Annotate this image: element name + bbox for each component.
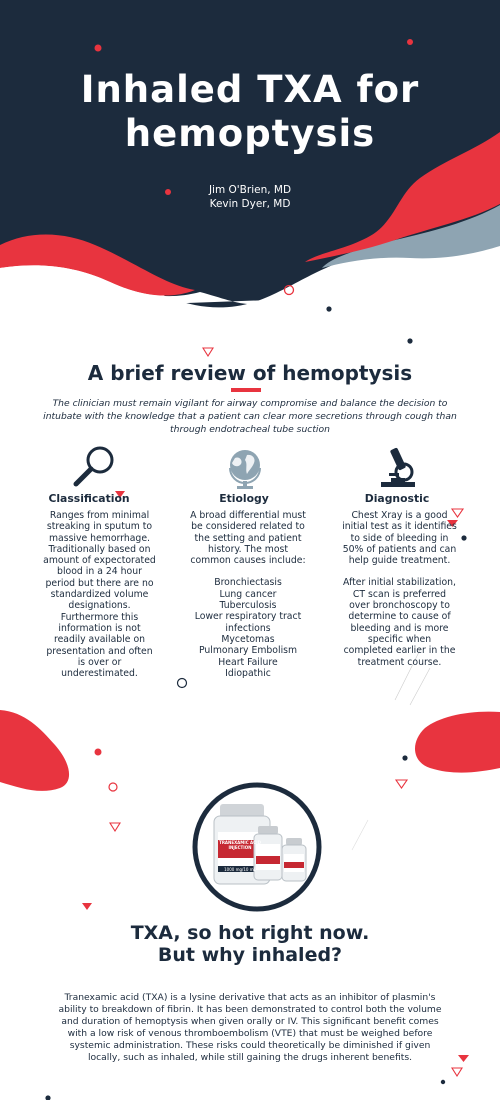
list-item: Pulmonary Embolism (198, 645, 298, 657)
dot (95, 45, 102, 52)
dot-ring (285, 286, 294, 295)
dot (402, 755, 407, 760)
microscope-icon (377, 446, 419, 490)
triangle-outline (110, 823, 120, 831)
triangle-outline (396, 780, 407, 788)
txa-title-line-1: TXA, so hot right now. (130, 922, 370, 944)
dot (326, 306, 331, 311)
dot (407, 39, 413, 45)
authors (0, 183, 500, 211)
magnifier-icon (70, 444, 122, 490)
deco-line (410, 668, 430, 705)
list-item: Idiopathic (225, 667, 271, 679)
globe-icon (223, 446, 269, 492)
title-underline (231, 388, 261, 392)
dot (461, 535, 466, 540)
dot (441, 1080, 445, 1084)
title-line-2: hemoptysis (124, 112, 376, 155)
author-2: Kevin Dyer, MD (209, 198, 291, 210)
left-red-blob (0, 710, 69, 791)
paragraph: After initial stabilization, CT scan is preferred over bronchoscopy to determine to cause of bleeding and is more specific when completed earlier in the treatment course. (343, 577, 456, 668)
dot-ring (178, 679, 187, 688)
vial-label-brand: TRANEXAMIC ACID INJECTION (219, 840, 261, 850)
list-item: Heart Failure (218, 656, 278, 668)
list-item: Mycetomas (221, 633, 275, 645)
dot-ring (109, 783, 117, 791)
vial-label-dose: 1000 mg/10 mL (224, 867, 256, 872)
triangle-filled (458, 1055, 469, 1062)
list-item: Tuberculosis (219, 600, 277, 612)
list-item: Lower respiratory tract infections (194, 611, 302, 634)
deco-line (352, 820, 368, 850)
paragraph: Chest Xray is a good initial test as it identifies to side of bleeding in 50% of patients and can help guide treatment. (342, 510, 457, 567)
list-item: Lung cancer (219, 588, 277, 600)
paragraph: A broad differential must be considered related to the setting and patient history. The most common causes include: (190, 510, 306, 567)
triangle-outline (452, 1068, 462, 1076)
section-title-review: A brief review of hemoptysis (87, 361, 413, 385)
paragraph: Ranges from minimal streaking in sputum to massive hemorrhage. Traditionally based on amount of expectorated blood in a 24 hour period but there are no standardized volume designations. Furthermore this information is not readily available on presentation and often is over or underestimated. (43, 510, 156, 680)
dot (407, 338, 412, 343)
column-text-etiology (188, 510, 308, 679)
column-text-classification (42, 510, 157, 679)
triangle-filled (82, 903, 92, 910)
column-text-diagnostic (342, 510, 457, 668)
section-title-txa (0, 922, 500, 966)
column-heading-diagnostic: Diagnostic (364, 492, 430, 505)
list-item: Bronchiectasis (214, 577, 282, 589)
column-heading-classification: Classification (48, 492, 130, 505)
triangle-outline (203, 348, 213, 356)
review-intro: The clinician must remain vigilant for airway compromise and balance the decision to intubate with the knowledge that a patient can clear more secretions through cough than through endotracheal tube suction (43, 398, 457, 435)
column-heading-etiology: Etiology (219, 492, 269, 505)
page-title (0, 68, 500, 156)
dot (45, 1095, 50, 1100)
txa-title-line-2: But why inhaled? (157, 944, 343, 966)
right-red-blob (415, 712, 500, 773)
author-1: Jim O'Brien, MD (208, 184, 292, 196)
dot (95, 749, 102, 756)
txa-body-text: Tranexamic acid (TXA) is a lysine derivative that acts as an inhibitor of plasmin's ability to breakdown of fibrin. It has been demonstrated to control both the volume and duration of hemoptysis when given orally or IV. This significant benefit comes with a low risk of venous thromboembolism (VTE) that must be weighed before systemic administration. These risks could theoretically be diminished if given locally, such as inhaled, while still gaining the drugs inherent benefits. (58, 992, 442, 1063)
title-line-1: Inhaled TXA for (80, 68, 420, 111)
